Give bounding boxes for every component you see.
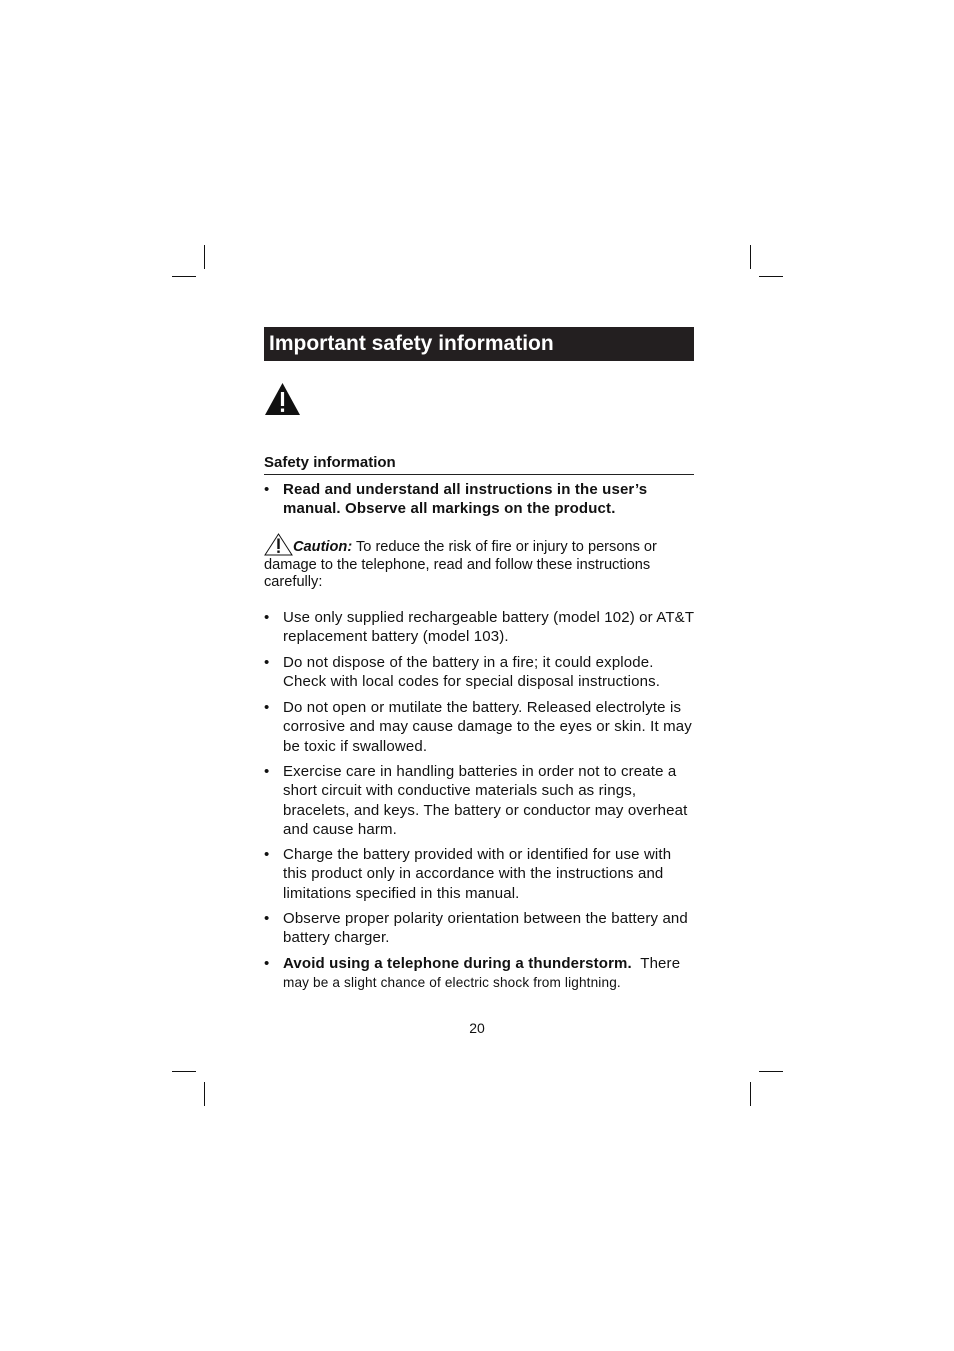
- crop-mark: [750, 1082, 751, 1106]
- page-number: 20: [469, 1020, 485, 1036]
- caution-triangle-icon: [264, 533, 293, 556]
- bullet: •: [264, 910, 270, 927]
- thunderstorm-detail-start: There: [640, 955, 681, 972]
- bullet: •: [264, 763, 270, 780]
- page-title: Important safety information: [264, 327, 694, 361]
- list-item-text: [283, 954, 696, 993]
- crop-mark: [172, 1071, 196, 1072]
- list-item: [264, 909, 696, 948]
- bullet: •: [264, 955, 270, 972]
- bullet: •: [264, 609, 270, 626]
- list-item-text: Do not dispose of the battery in a fire; it could explode. Check with local codes for special disposal instructions.: [283, 654, 661, 691]
- list-item-text: Use only supplied rechargeable battery (model 102) or AT&T replacement battery (model 103).: [283, 609, 694, 646]
- list-item: [264, 653, 696, 692]
- thunderstorm-detail: may be a slight chance of electric shock from lightning.: [283, 975, 621, 991]
- list-item: [264, 480, 696, 519]
- list-item-text: Observe proper polarity orientation between the battery and battery charger.: [283, 910, 688, 947]
- caution-text: To reduce the risk of fire or injury to persons or damage to the telephone, read and follow these instructions carefully:: [264, 539, 657, 591]
- intro-instruction: Read and understand all instructions in the user’s manual. Observe all markings on the product.: [283, 481, 648, 518]
- crop-mark: [204, 245, 205, 269]
- bullet: •: [264, 699, 270, 716]
- list-item-text: Exercise care in handling batteries in order not to create a short circuit with conductive materials such as rings, bracelets, and keys. The battery or conductor may overheat and cause harm.: [283, 763, 688, 838]
- list-item: [264, 845, 696, 903]
- bullet: •: [264, 846, 270, 863]
- crop-mark: [204, 1082, 205, 1106]
- bullet: •: [264, 654, 270, 671]
- list-item-text: Do not open or mutilate the battery. Released electrolyte is corrosive and may cause damage to the eyes or skin. It may be toxic if swallowed.: [283, 699, 692, 755]
- bullet: •: [264, 481, 270, 498]
- list-item: [264, 698, 696, 756]
- crop-mark: [750, 245, 751, 269]
- crop-mark: [759, 276, 783, 277]
- crop-mark: [759, 1071, 783, 1072]
- warning-triangle-icon: [264, 382, 301, 416]
- thunderstorm-warning: Avoid using a telephone during a thunderstorm.: [283, 955, 632, 972]
- list-item: [264, 762, 696, 839]
- list-item: [264, 954, 696, 993]
- caution-note: [264, 533, 696, 592]
- list-item: [264, 608, 696, 647]
- section-heading: Safety information: [264, 454, 694, 475]
- list-item-text: Charge the battery provided with or identified for use with this product only in accordance with the instructions and limitations specified in this manual.: [283, 846, 672, 902]
- caution-label: Caution:: [293, 539, 353, 555]
- crop-mark: [172, 276, 196, 277]
